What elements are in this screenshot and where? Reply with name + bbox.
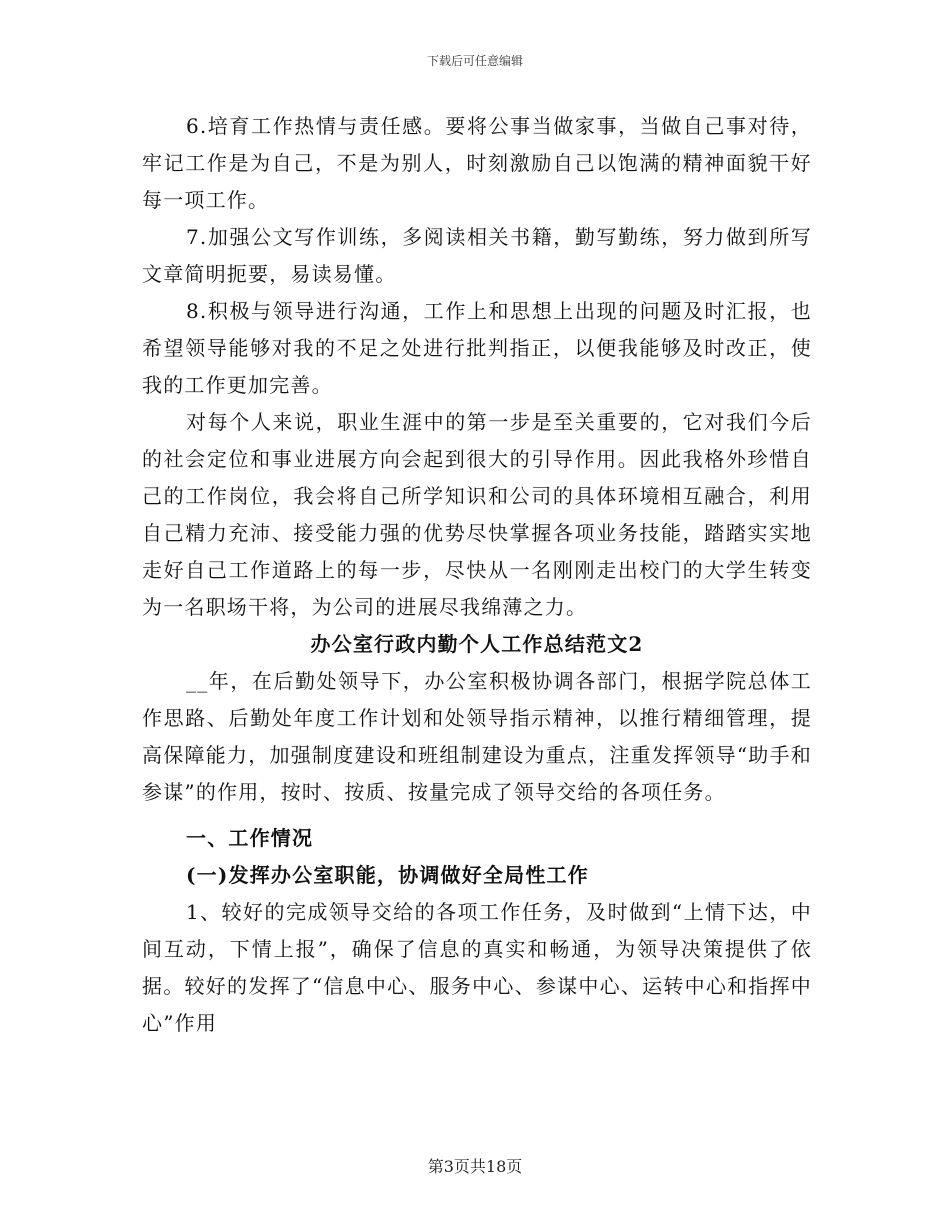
paragraph-8: 8.积极与领导进行沟通，工作上和思想上出现的问题及时汇报，也希望领导能够对我的不足之处进行批判指正，以便我能够及时改正，使我的工作更加完善。 <box>142 299 812 397</box>
paragraph-7: 7.加强公文写作训练，多阅读相关书籍，勤写勤练，努力做到所写文章简明扼要，易读易懂。 <box>142 225 812 286</box>
paragraph-career: 对每个人来说，职业生涯中的第一步是至关重要的，它对我们今后的社会定位和事业进展方向会起到很大的引导作用。因此我格外珍惜自己的工作岗位，我会将自己所学知识和公司的具体环境相互融合，利用自己精力充沛、接受能力强的优势尽快掌握各项业务技能，踏踏实实地走好自己工作道路上的每一步，尽快从一名刚刚走出校门的大学生转变为一名职场干将，为公司的进展尽我绵薄之力。 <box>142 410 812 619</box>
document-body <box>142 108 812 1042</box>
heading-office-function: (一)发挥办公室职能，协调做好全局性工作 <box>186 863 589 887</box>
paragraph-6: 6.培育工作热情与责任感。要将公事当做家事，当做自己事对待，牢记工作是为自己，不是为别人，时刻激励自己以饱满的精神面貌干好每一项工作。 <box>142 114 812 212</box>
page-footer: 第3页共18页 <box>427 1157 523 1176</box>
paragraph-task-completion: 1、较好的完成领导交给的各项工作任务，及时做到“上情下达，中间互动，下情上报”，确保了信息的真实和畅通，为领导决策提供了依据。较好的发挥了“信息中心、服务中心、参谋中心、运转中心和指挥中心”作用 <box>142 900 812 1035</box>
section-title: 办公室行政内勤个人工作总结范文2 <box>310 632 644 656</box>
heading-work-situation: 一、工作情况 <box>186 826 314 850</box>
page-header: 下载后可任意编辑 <box>426 54 523 68</box>
intro-paragraph: __年，在后勤处领导下，办公室积极协调各部门，根据学院总体工作思路、后勤处年度工作计划和处领导指示精神，以推行精细管理，提高保障能力，加强制度建设和班组制建设为重点，注重发挥领导“助手和参谋”的作用，按时、按质、按量完成了领导交给的各项任务。 <box>142 669 812 804</box>
